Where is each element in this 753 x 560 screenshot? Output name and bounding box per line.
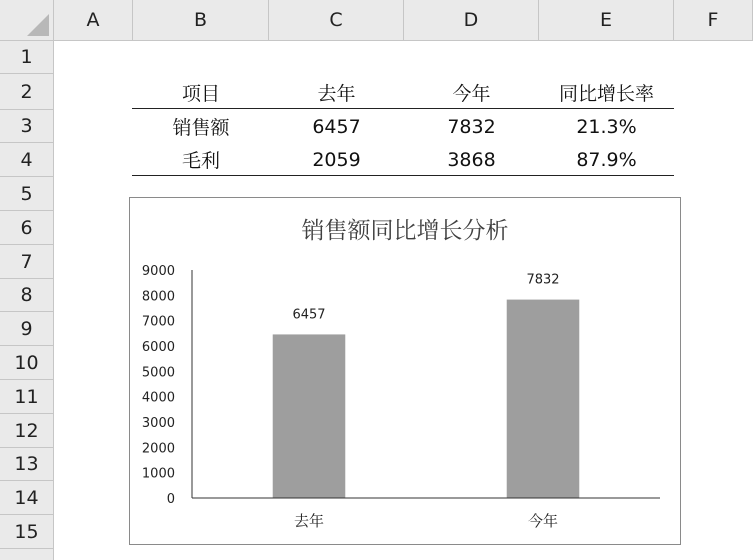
row-header-16[interactable] bbox=[0, 549, 54, 560]
row-header-6[interactable]: 6 bbox=[0, 211, 54, 245]
header-last-year[interactable]: 去年 bbox=[317, 82, 356, 105]
row-header-8[interactable]: 8 bbox=[0, 279, 54, 312]
y-tick-label: 3000 bbox=[141, 416, 175, 431]
data-label: 6457 bbox=[292, 307, 326, 323]
header-this-year[interactable]: 今年 bbox=[452, 82, 491, 105]
table-bottom-rule bbox=[132, 175, 674, 176]
table-header-rule bbox=[132, 108, 674, 109]
cell-sales-growth[interactable]: 21.3% bbox=[576, 115, 637, 138]
x-tick-label: 今年 bbox=[527, 512, 559, 530]
cell-profit-label[interactable]: 毛利 bbox=[181, 150, 220, 172]
data-label: 7832 bbox=[526, 272, 560, 288]
column-header-b[interactable]: B bbox=[133, 0, 269, 41]
row-header-1[interactable]: 1 bbox=[0, 41, 54, 74]
y-tick-label: 6000 bbox=[141, 340, 175, 355]
cell-profit-growth[interactable]: 87.9% bbox=[576, 148, 637, 171]
row-header-10[interactable]: 10 bbox=[0, 346, 54, 380]
column-header-c[interactable]: C bbox=[269, 0, 404, 41]
y-tick-label: 1000 bbox=[141, 466, 175, 482]
x-tick-label: 去年 bbox=[293, 512, 325, 530]
sales-chart[interactable] bbox=[129, 197, 681, 545]
cell-sales-label[interactable]: 销售额 bbox=[172, 117, 230, 139]
row-header-15[interactable]: 15 bbox=[0, 515, 54, 549]
cell-profit-last-year[interactable]: 2059 bbox=[312, 148, 361, 171]
header-item[interactable]: 项目 bbox=[181, 82, 220, 105]
row-header-3[interactable]: 3 bbox=[0, 110, 54, 143]
column-header-f[interactable]: F bbox=[674, 0, 753, 41]
select-all-corner[interactable] bbox=[0, 0, 54, 41]
row-header-11[interactable]: 11 bbox=[0, 380, 54, 414]
row-header-12[interactable]: 12 bbox=[0, 414, 54, 448]
row-header-13[interactable]: 13 bbox=[0, 448, 54, 481]
chart-plot-area bbox=[130, 198, 680, 544]
row-header-5[interactable]: 5 bbox=[0, 177, 54, 211]
row-header-4[interactable]: 4 bbox=[0, 143, 54, 177]
bar-2[interactable] bbox=[507, 300, 580, 498]
column-header-a[interactable]: A bbox=[54, 0, 133, 41]
row-header-14[interactable]: 14 bbox=[0, 481, 54, 515]
cell-sales-last-year[interactable]: 6457 bbox=[312, 115, 361, 138]
cell-profit-this-year[interactable]: 3868 bbox=[447, 148, 496, 171]
y-tick-label: 8000 bbox=[141, 289, 175, 305]
row-header-2[interactable]: 2 bbox=[0, 74, 54, 110]
y-tick-label: 2000 bbox=[141, 441, 175, 457]
y-tick-label: 4000 bbox=[141, 390, 175, 406]
row-header-7[interactable]: 7 bbox=[0, 245, 54, 279]
column-header-e[interactable]: E bbox=[539, 0, 674, 41]
y-tick-label: 0 bbox=[166, 492, 175, 507]
cell-sales-this-year[interactable]: 7832 bbox=[447, 115, 496, 138]
bar-1[interactable] bbox=[273, 334, 346, 498]
y-tick-label: 9000 bbox=[141, 264, 175, 279]
column-header-d[interactable]: D bbox=[404, 0, 539, 41]
row-header-9[interactable]: 9 bbox=[0, 312, 54, 346]
header-growth-rate[interactable]: 同比增长率 bbox=[558, 82, 654, 105]
y-tick-label: 5000 bbox=[141, 365, 175, 381]
y-tick-label: 7000 bbox=[141, 314, 175, 330]
select-all-icon bbox=[27, 14, 49, 36]
chart-title: 销售额同比增长分析 bbox=[301, 218, 509, 244]
